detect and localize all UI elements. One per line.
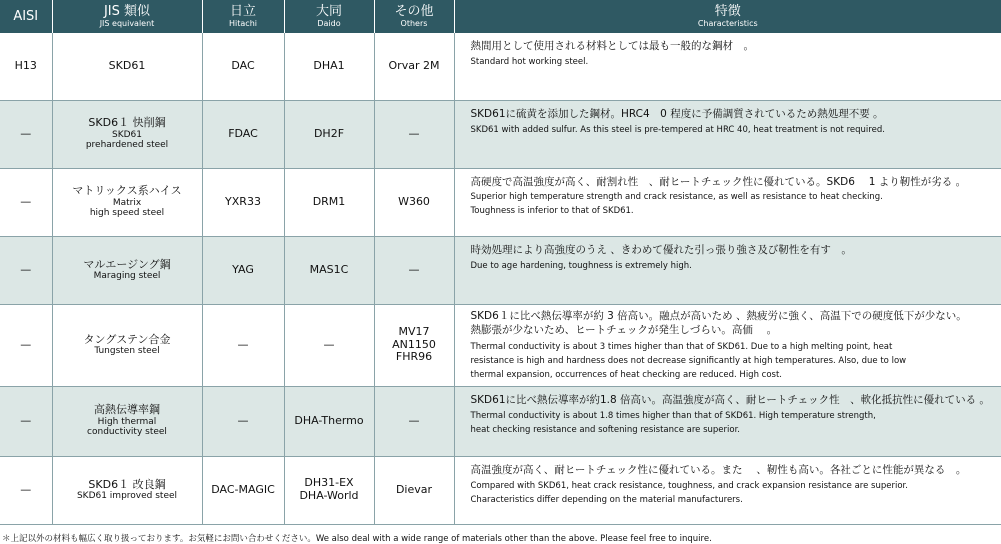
cell-daido: DRM1 [284,168,374,236]
char-en2: heat checking resistance and softening resistance are superior. [470,424,740,435]
jis-name: マトリックス系ハイス [72,184,182,198]
cell-aisi: — [0,100,52,168]
char-jp: SKD61に硫黄を添加した鋼材。HRC4 0 程度に予備調質されているため熱処理不要 。 [470,107,884,120]
jis-sub: Maraging steel [93,271,161,282]
cell-aisi: — [0,304,52,386]
char-en: Thermal conductivity is about 3 times higher than that of SKD61. Due to a high melting point, heat [470,341,893,352]
header-characteristics: 特徴 Characteristics [454,0,1001,33]
jis-sub: High thermal [97,416,157,427]
table-row [0,456,1001,524]
jis-name: SKD6１ 快削鋼 [88,116,166,130]
cell-aisi: — [0,456,52,524]
char-en3: thermal expansion, occurrences of heat checking are reduced. High cost. [470,369,782,380]
cell-jis [52,386,202,456]
cell-characteristics [454,33,1001,100]
jis-sub2: conductivity steel [87,427,167,438]
cell-aisi: — [0,236,52,304]
cell-others: Dievar [374,456,454,524]
char-en: Superior high temperature strength and crack resistance, as well as resistance to heat checking. [470,191,883,202]
cell-others: W360 [374,168,454,236]
jis-sub2: high speed steel [89,208,165,219]
cell-characteristics [454,386,1001,456]
cell-characteristics [454,304,1001,386]
char-en: Standard hot working steel. [470,57,589,67]
table-row [0,236,1001,304]
jis-sub: SKD61 improved steel [76,491,178,502]
char-jp: SKD61に比べ熱伝導率が約1.8 倍高い。高温強度が高く、耐ヒートチェック性 、軟化抵抗性に優れている 。 [470,393,990,406]
cell-hitachi: YXR33 [202,168,284,236]
daido-2: DHA-World [299,489,359,502]
cell-jis [52,304,202,386]
table-row [0,168,1001,236]
others-1: MV17 [398,325,430,339]
cell-hitachi: — [202,386,284,456]
char-en: Thermal conductivity is about 1.8 times higher than that of SKD61. High temperature strength, [470,410,876,421]
header-others: その他 Others [374,0,454,33]
header-row [0,0,1001,33]
char-jp: 高硬度で高温強度が高く、耐割れ性 、耐ヒートチェック性に優れている。SKD6 1 より靭性が劣る 。 [470,175,967,188]
header-hitachi: 日立 Hitachi [202,0,284,33]
cell-hitachi: DAC [202,33,284,100]
footnote: ＊上記以外の材料も幅広く取り扱っております。お気軽にお問い合わせください。We also deal with a wide range of materials other than the above. Please feel free to inquire. [2,534,712,544]
cell-characteristics [454,236,1001,304]
jis-sub: Tungsten steel [94,346,160,357]
cell-characteristics [454,168,1001,236]
char-jp: 高温強度が高く、耐ヒートチェック性に優れている。また 、靭性も高い。各社ごとに性能が異なる 。 [470,463,967,476]
table-row [0,33,1001,100]
char-jp: SKD6１に比べ熱伝導率が約 3 倍高い。融点が高いため 、熱疲労に強く、高温下での硬度低下が少ない。 [470,309,967,322]
char-en2: resistance is high and hardness does not decrease significantly at high temperatures. Also, due to low [470,355,907,366]
cell-daido: DHA1 [284,33,374,100]
cell-hitachi: — [202,304,284,386]
jis-name: 高熱伝導率鋼 [94,403,160,417]
cell-aisi: — [0,386,52,456]
char-en2: Toughness is inferior to that of SKD61. [470,205,634,216]
char-en: Compared with SKD61, heat crack resistance, toughness, and crack expansion resistance are superior. [470,480,908,491]
char-en: Due to age hardening, toughness is extremely high. [470,260,692,271]
cell-others [374,304,454,386]
table-row [0,100,1001,168]
header-daido: 大同 Daido [284,0,374,33]
cell-aisi: — [0,168,52,236]
cell-daido: DH2F [284,100,374,168]
char-jp: 時効処理により高強度のうえ 、きわめて優れた引っ張り強さ及び靭性を有す 。 [470,243,852,256]
cell-aisi: H13 [0,33,52,100]
table-row [0,386,1001,456]
others-3: FHR96 [395,350,433,364]
cell-jis [52,100,202,168]
cell-jis: SKD61 [52,33,202,100]
char-jp: 熱間用として使用される材料としては最も一般的な鋼材 。 [470,40,754,52]
cell-others: — [374,100,454,168]
cell-characteristics [454,456,1001,524]
jis-sub2: prehardened steel [85,140,169,151]
char-jp2: 熱膨張が少ないため、ヒートチェックが発生しづらい。高価 。 [470,323,778,336]
table-row [0,304,1001,386]
cell-others: — [374,386,454,456]
cell-others: Orvar 2M [374,33,454,100]
jis-name: SKD6１ 改良鋼 [88,477,166,491]
cell-others: — [374,236,454,304]
jis-sub: SKD61 [112,129,142,140]
cell-jis [52,236,202,304]
cell-daido: MAS1C [284,236,374,304]
cell-hitachi: YAG [202,236,284,304]
cell-daido [284,456,374,524]
cell-hitachi: FDAC [202,100,284,168]
cell-characteristics [454,100,1001,168]
header-jis: JIS 類似 JIS equivalent [52,0,202,33]
char-en: SKD61 with added sulfur. As this steel is pre-tempered at HRC 40, heat treatment is not required. [470,124,885,135]
cell-hitachi: DAC-MAGIC [202,456,284,524]
cell-daido: DHA-Thermo [284,386,374,456]
others-2: AN1150 [392,337,436,351]
daido-1: DH31-EX [304,476,354,490]
jis-name: マルエージング鋼 [83,257,171,271]
header-aisi: AISI [0,0,52,33]
cell-jis [52,168,202,236]
cell-jis [52,456,202,524]
cell-daido: — [284,304,374,386]
jis-name: タングステン合金 [83,332,171,346]
jis-sub: Matrix [112,197,142,208]
char-en2: Characteristics differ depending on the material manufacturers. [470,494,743,505]
